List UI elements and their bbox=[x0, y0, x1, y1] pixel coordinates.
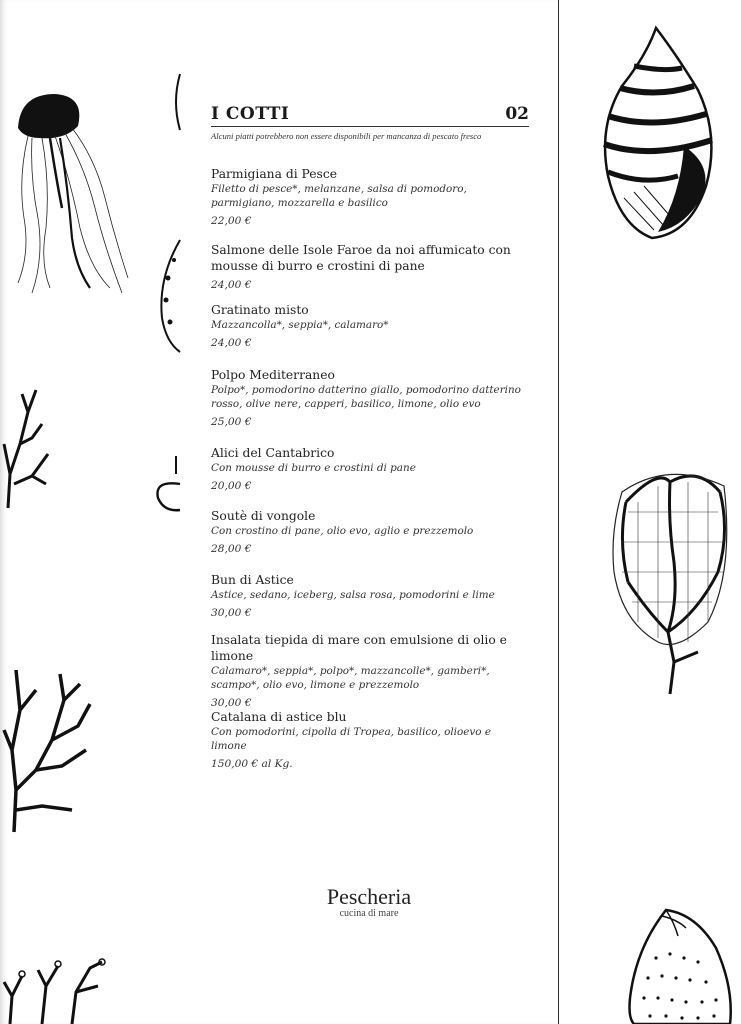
menu-content bbox=[211, 104, 529, 770]
brand-logo bbox=[300, 884, 438, 919]
item-description: Con pomodorini, cipolla di Tropea, basilico, olioevo e limone bbox=[211, 726, 491, 752]
sea-creature-fragment-illustration bbox=[156, 238, 182, 354]
menu-item bbox=[211, 709, 529, 771]
menu-item bbox=[211, 367, 529, 429]
item-description: Mazzancolla*, seppia*, calamaro* bbox=[211, 319, 389, 331]
availability-note: Alcuni piatti potrebbero non essere disponibili per mancanza di pescato fresco bbox=[211, 131, 482, 141]
item-name: Polpo Mediterraneo bbox=[211, 368, 335, 382]
item-name: Insalata tiepida di mare con emulsione di olio e limone bbox=[211, 633, 507, 663]
item-price: 30,00 € bbox=[211, 607, 252, 619]
sea-fan-illustration bbox=[608, 462, 734, 698]
item-price: 24,00 € bbox=[211, 279, 252, 291]
item-name: Soutè di vongole bbox=[211, 509, 316, 523]
coral-small-illustration bbox=[2, 384, 54, 510]
item-price: 28,00 € bbox=[211, 543, 252, 555]
jellyfish-illustration bbox=[10, 88, 130, 298]
menu-item bbox=[211, 632, 529, 710]
item-price: 150,00 € al Kg. bbox=[211, 758, 293, 770]
menu-item bbox=[211, 572, 529, 620]
item-name: Parmigiana di Pesce bbox=[211, 167, 338, 181]
menu-item bbox=[211, 242, 529, 292]
shell-illustration bbox=[594, 26, 720, 242]
item-description: Calamaro*, seppia*, polpo*, mazzancolle*, gamberi*, scampo*, olio evo, limone e prezzemolo bbox=[211, 665, 490, 691]
menu-item bbox=[211, 508, 529, 556]
item-price: 22,00 € bbox=[211, 215, 252, 227]
item-price: 20,00 € bbox=[211, 480, 252, 492]
item-name: Bun di Astice bbox=[211, 573, 294, 587]
item-price: 30,00 € bbox=[211, 697, 252, 709]
item-name: Catalana di astice blu bbox=[211, 710, 347, 724]
item-name: Gratinato misto bbox=[211, 303, 309, 317]
item-description: Polpo*, pomodorino datterino giallo, pomodorino datterino rosso, olive nere, capperi, basilico, limone, olio evo bbox=[211, 384, 521, 410]
coral-bottom-illustration bbox=[2, 956, 114, 1024]
brand-name: Pescheria bbox=[326, 884, 412, 909]
item-price: 25,00 € bbox=[211, 416, 252, 428]
section-title: I COTTI bbox=[211, 104, 290, 124]
item-name: Salmone delle Isole Faroe da noi affumicato con mousse di burro e crostini di pane bbox=[211, 243, 511, 273]
item-name: Alici del Cantabrico bbox=[211, 446, 335, 460]
item-description: Con mousse di burro e crostini di pane bbox=[211, 462, 416, 474]
cone-shell-illustration bbox=[626, 908, 736, 1024]
hook-fragment-illustration bbox=[152, 454, 182, 516]
menu-item bbox=[211, 445, 529, 493]
menu-header bbox=[211, 104, 529, 127]
page-number: 02 bbox=[505, 104, 529, 124]
item-description: Con crostino di pane, olio evo, aglio e prezzemolo bbox=[211, 525, 474, 537]
item-description: Filetto di pesce*, melanzane, salsa di pomodoro, parmigiano, mozzarella e basilico bbox=[211, 183, 467, 209]
menu-item bbox=[211, 302, 529, 350]
illustration-page bbox=[560, 0, 741, 1024]
shell-fragment-illustration bbox=[172, 72, 182, 132]
menu-item bbox=[211, 166, 529, 228]
brand-tagline: cucina di mare bbox=[339, 908, 399, 919]
item-description: Astice, sedano, iceberg, salsa rosa, pomodorini e lime bbox=[211, 589, 495, 601]
item-price: 24,00 € bbox=[211, 337, 252, 349]
coral-illustration bbox=[2, 660, 94, 835]
